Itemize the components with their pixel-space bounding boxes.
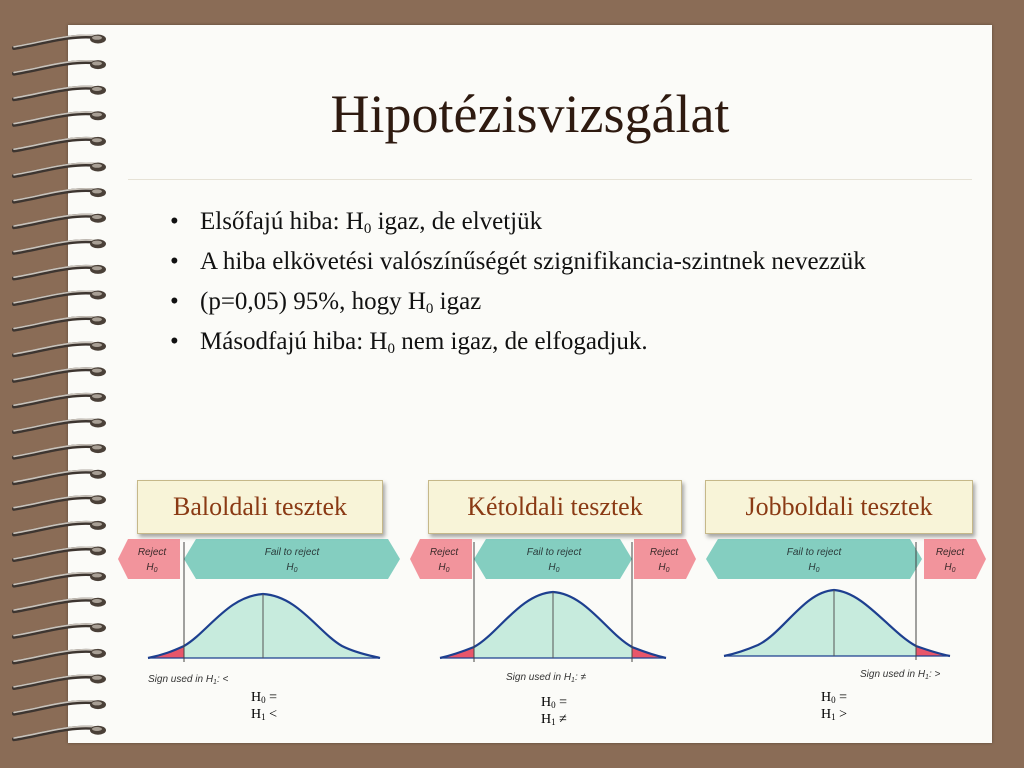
title-divider xyxy=(128,179,972,180)
two-sided-test-diagram-svg xyxy=(408,534,698,689)
bullet-item: • (p=0,05) 95%, hogy $H_0$ igaz xyxy=(162,285,982,319)
left-test-label: Baloldali tesztek xyxy=(137,480,383,534)
h0-sub: 0 xyxy=(815,567,820,574)
right-test-formula: $H_0$ = $H_1$ > xyxy=(821,690,848,722)
sign-used-sub: 1 xyxy=(571,677,575,684)
bullet-item: • Elsőfajú hiba: $H_0$ igaz, de elvetjük xyxy=(162,205,982,239)
bullet-item: • A hiba elkövetési valószínűségét szignifikancia-szintnek nevezzük xyxy=(162,245,982,279)
h0-sub: 0 xyxy=(555,567,560,574)
left-test-diagram-svg xyxy=(118,534,402,689)
svg-text:Sign used in H1: ≠: Sign used in $H_1$: ≠ xyxy=(506,672,587,684)
sign-used-label: Sign used in H xyxy=(860,669,926,680)
h0-label: H xyxy=(286,562,294,573)
fail-arrow xyxy=(706,539,922,579)
sign-used-sub: 1 xyxy=(213,679,217,686)
h0-label: H xyxy=(658,562,666,573)
sign-used-label: Sign used in H xyxy=(148,674,214,685)
right-test-diagram-svg xyxy=(704,534,988,689)
slide-title: Hipotézisvizsgálat xyxy=(330,84,730,144)
reject-arrow-label: Reject xyxy=(649,547,679,558)
h0-label: H xyxy=(548,562,556,573)
h0-label: H xyxy=(944,562,952,573)
two-sided-test-formula: $H_0$ = $H_1$ ≠ xyxy=(541,695,568,727)
svg-text:Sign used in H1: <: Sign used in $H_1$: < xyxy=(148,674,229,686)
two-sided-test-diagram xyxy=(408,534,698,689)
h0-sub: 0 xyxy=(293,567,298,574)
h0-sub: 0 xyxy=(445,567,450,574)
fail-arrow-label: Fail to reject xyxy=(264,547,320,558)
left-test-diagram xyxy=(118,534,402,689)
reject-arrow-label: Reject xyxy=(137,547,167,558)
sign-symbol: < xyxy=(222,674,229,685)
two-sided-test-label: Kétoldali tesztek xyxy=(428,480,682,534)
fail-arrow xyxy=(184,539,400,579)
h0-sub: 0 xyxy=(665,567,670,574)
reject-arrow-label: Reject xyxy=(429,547,459,558)
right-test-label: Jobboldali tesztek xyxy=(705,480,973,534)
sign-symbol: > xyxy=(934,669,941,680)
fail-arrow-label: Fail to reject xyxy=(526,547,582,558)
sign-used-label: Sign used in H xyxy=(506,672,572,683)
bullet-item: • Másodfajú hiba: $H_0$ nem igaz, de elfogadjuk. xyxy=(162,325,982,359)
reject-arrow xyxy=(118,539,180,579)
svg-text:Sign used in H1: >: Sign used in $H_1$: > xyxy=(860,669,941,681)
reject-arrow-label: Reject xyxy=(935,547,965,558)
right-test-diagram xyxy=(704,534,988,689)
sign-symbol: ≠ xyxy=(580,672,587,683)
bullet-list xyxy=(162,205,982,365)
fail-arrow xyxy=(474,539,632,579)
reject-arrow xyxy=(410,539,472,579)
spiral-binding-icon xyxy=(0,0,120,768)
left-test-formula: $H_0$ = $H_1$ < xyxy=(251,690,278,722)
h0-label: H xyxy=(438,562,446,573)
fail-arrow-label: Fail to reject xyxy=(786,547,842,558)
accept-region xyxy=(184,594,380,658)
h0-sub: 0 xyxy=(951,567,956,574)
h0-sub: 0 xyxy=(153,567,158,574)
sign-used-sub: 1 xyxy=(925,674,929,681)
h0-label: H xyxy=(146,562,154,573)
h0-label: H xyxy=(808,562,816,573)
